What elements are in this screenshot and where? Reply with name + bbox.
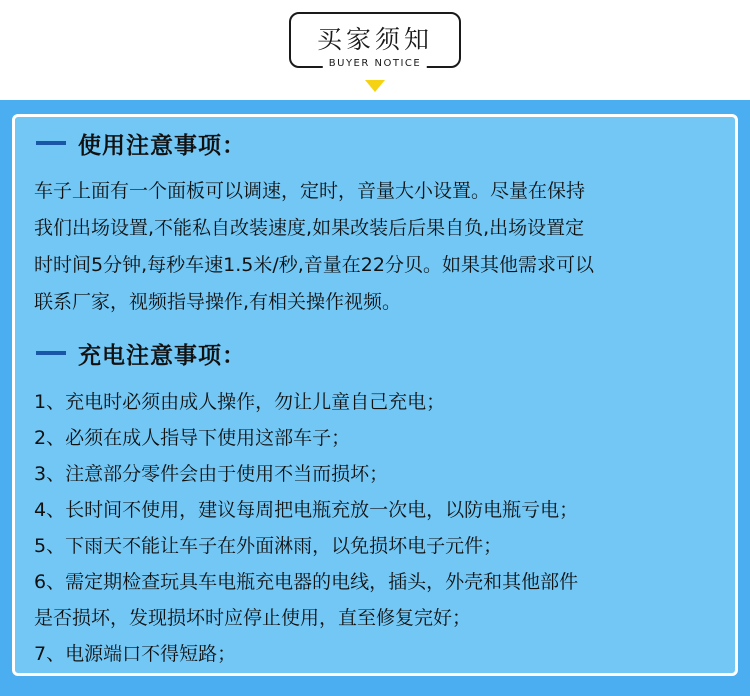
usage-line: 我们出场设置,不能私自改装速度,如果改装后后果自负,出场设置定 bbox=[34, 217, 585, 239]
buyer-notice-badge bbox=[289, 12, 461, 68]
down-arrow-icon bbox=[365, 80, 385, 92]
charging-item: 7、电源端口不得短路； bbox=[34, 643, 237, 665]
usage-title-text: 使用注意事项： bbox=[78, 132, 246, 159]
charging-item: 1、充电时必须由成人操作，勿让儿童自己充电； bbox=[34, 391, 446, 413]
charging-item: 是否损坏，发现损坏时应停止使用，直至修复完好； bbox=[34, 607, 472, 629]
usage-line: 车子上面有一个面板可以调速，定时，音量大小设置。尽量在保持 bbox=[34, 180, 586, 202]
charging-item: 6、需定期检查玩具车电瓶充电器的电线，插头，外壳和其他部件 bbox=[34, 571, 579, 593]
charging-item: 2、必须在成人指导下使用这部车子； bbox=[34, 427, 351, 449]
charging-title-text: 充电注意事项： bbox=[78, 342, 246, 369]
section-dash-icon bbox=[36, 351, 66, 355]
charging-item: 4、长时间不使用，建议每周把电瓶充放一次电，以防电瓶亏电； bbox=[34, 499, 579, 521]
header-area bbox=[0, 0, 750, 100]
section-dash-icon bbox=[36, 141, 66, 145]
usage-paragraph bbox=[34, 173, 724, 321]
usage-line: 时时间5分钟,每秒车速1.5米/秒,音量在22分贝。如果其他需求可以 bbox=[34, 254, 594, 276]
charging-list bbox=[34, 384, 724, 672]
title-english: BUYER NOTICE bbox=[323, 58, 427, 69]
title-chinese: 买家须知 bbox=[316, 25, 433, 54]
charging-section-title bbox=[36, 338, 246, 368]
usage-line: 联系厂家，视频指导操作,有相关操作视频。 bbox=[34, 291, 402, 313]
charging-item: 3、注意部分零件会由于使用不当而损坏； bbox=[34, 463, 389, 485]
usage-section-title bbox=[36, 128, 246, 158]
charging-item: 5、下雨天不能让车子在外面淋雨，以免损坏电子元件； bbox=[34, 535, 503, 557]
